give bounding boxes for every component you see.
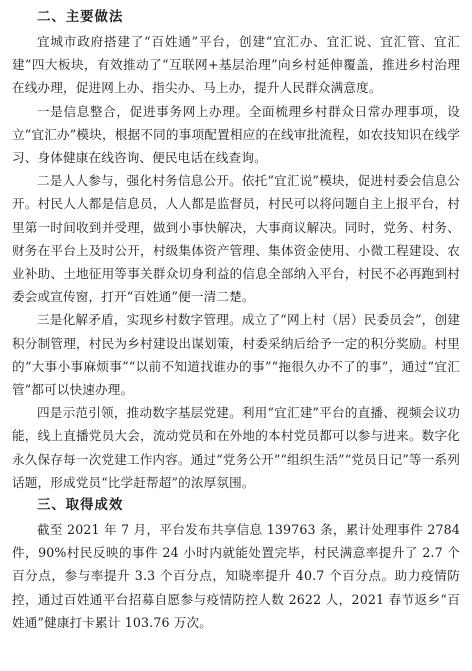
paragraph-intro: 宜城市政府搭建了“百姓通”平台，创建“宜汇办、宜汇说、宜汇管、宜汇建”四大板块，有效推动了“互联网+基层治理”向乡村延伸覆盖，推进乡村治理在线办理，促进网上办、指尖办、马上办，提升人民群众满意度。: [12, 34, 460, 96]
paragraph-party-building: 四是示范引领，推动数字基层党建。利用“宜汇建”平台的直播、视频会议功能，线上直播党员大会，流动党员和在外地的本村党员都可以参与进来。数字化永久保存每一次党建工作内容。通过“党务公开”“组织生活”“党员日记”等一系列话题，形成党员“比学赶帮超”的浓厚氛围。: [12, 405, 460, 490]
paragraph-public-participation: 二是人人参与，强化村务信息公开。依托“宜汇说”模块，促进村委会信息公开。村民人人都是信息员，人人都是监督员，村民可以将问题自主上报平台，村里第一时间收到并受理，做到小事快解决，大事商议解决。同时，党务、村务、财务在平台上及时公开，村级集体资产管理、集体资金使用、小微工程建设、农业补助、土地征用等事关群众切身利益的信息全部纳入平台，村民不必再跑到村委会或宣传窗，打开“百姓通”便一清二楚。: [12, 173, 460, 305]
section-heading-main-practices: 二、主要做法: [37, 10, 124, 25]
paragraph-conflict-resolution: 三是化解矛盾，实现乡村数字管理。成立了“网上村（居）民委员会”，创建积分制管理，村民为乡村建设出谋划策，村委采纳后给予一定的积分奖励。村里的“大事小事麻烦事”“以前不知道找谁办的事”“拖很久办不了的事”，通过“宜汇管”都可以快速办理。: [12, 312, 460, 398]
paragraph-info-integration: 一是信息整合，促进事务网上办理。全面梳理乡村群众日常办理事项，设立“宜汇办”模块，根据不同的事项配置相应的在线审批流程，如农技知识在线学习、身体健康在线咨询、便民电话在线查询。: [12, 103, 460, 166]
paragraph-results: 截至 2021 年 7 月，平台发布共享信息 139763 条，累计处理事件 2784 件，90%村民反映的事件 24 小时内就能处置完毕，村民满意率提升了 2.7 个百分点，参与率提升 3.3 个百分点，知晓率提升 40.7 个百分点。助力疫情防控，通过百姓通平台招募自愿参与疫情防控人数 2622 人，2021 春节返乡“百姓通”健康打卡累计 103.76 万次。: [12, 522, 460, 630]
section-heading-results: 三、取得成效: [37, 498, 124, 514]
